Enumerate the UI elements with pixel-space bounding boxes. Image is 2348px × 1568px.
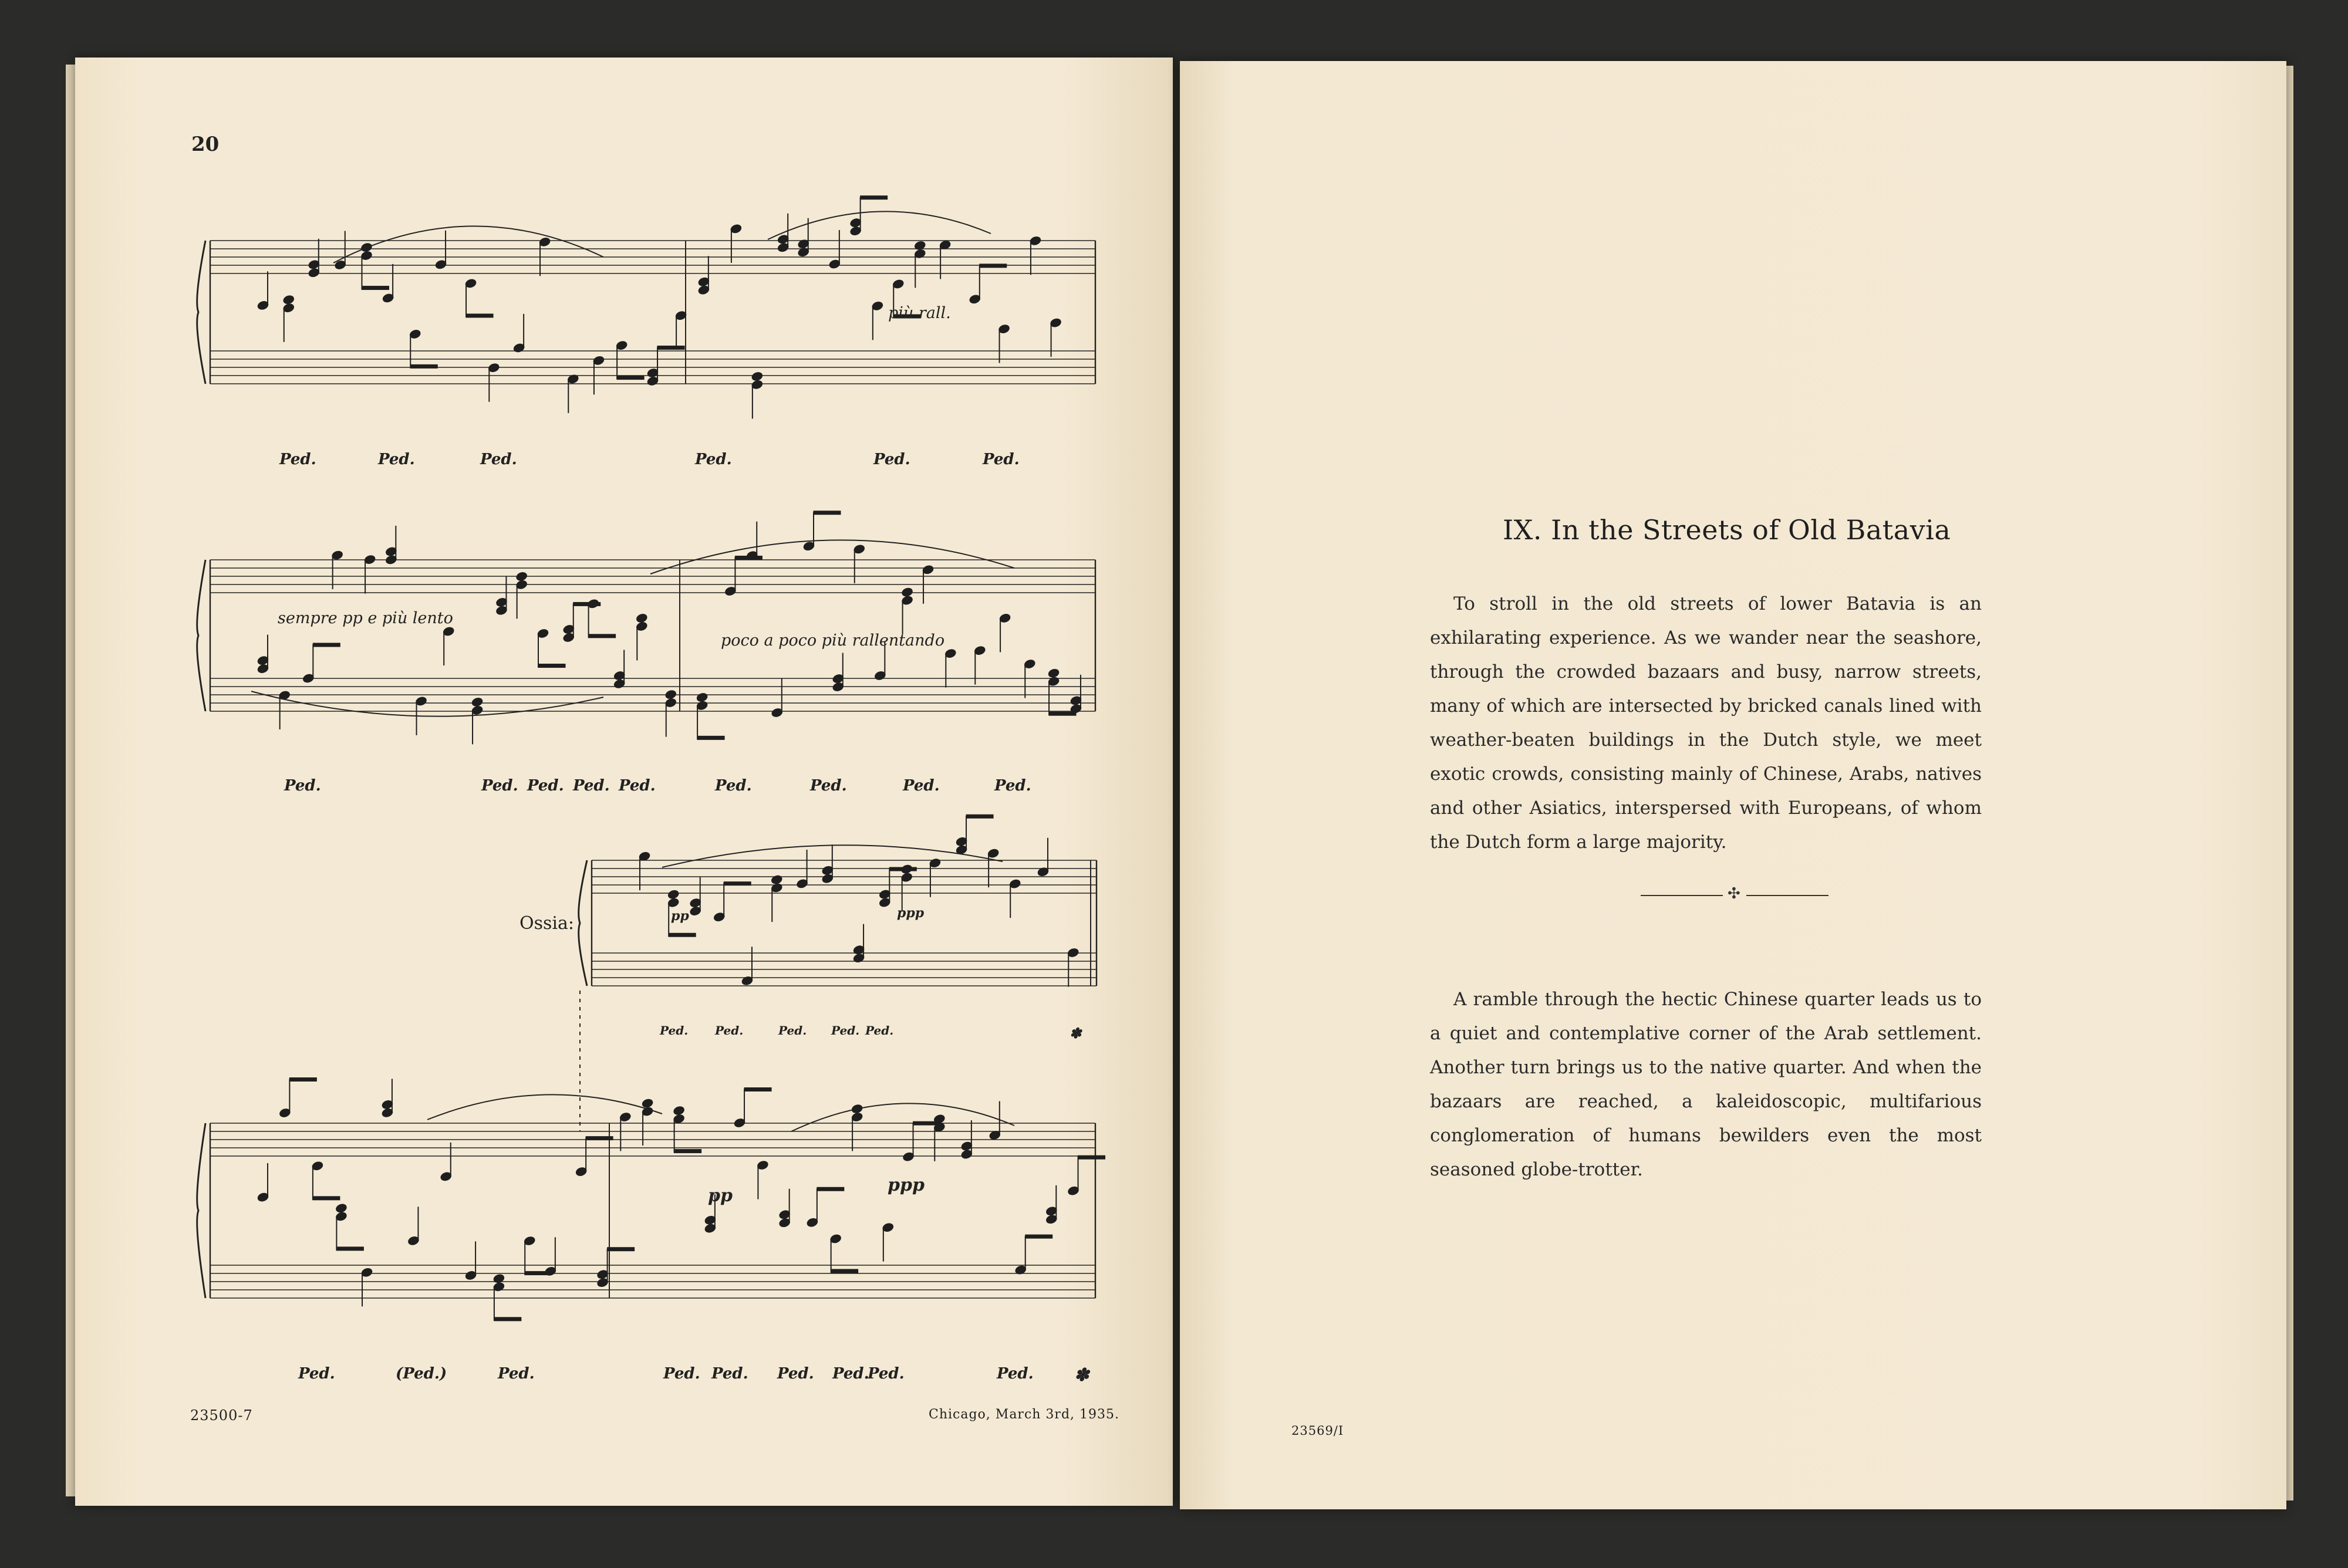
left-page-sheet-music — [75, 58, 1173, 1506]
paragraph-1: To stroll in the old streets of lower Batavia is an exhilarating experience. As we wander near the seashore, through the crowded bazaars and busy, narrow streets, many of which are intersected by bricked canals lined with weather-beaten buildings in the Dutch style, we meet exotic crowds, consisting mainly of Chinese, Arabs, natives and other Asiatics, interspersed with Europeans, of whom the Dutch form a large majority. — [1430, 593, 1982, 853]
dynamic-ppp-ossia: ppp — [897, 905, 925, 921]
pedal-mark: Ped. — [810, 777, 847, 795]
pedal-mark: Ped. — [868, 1365, 905, 1383]
chapter-title: IX. In the Streets of Old Batavia — [1503, 514, 1951, 546]
pedal-release-mark: ✽ — [1070, 1025, 1082, 1042]
ossia-label: Ossia: — [519, 913, 574, 934]
pedal-mark: Ped. — [715, 1023, 744, 1038]
pedal-mark: Ped. — [284, 777, 321, 795]
paragraph-2: A ramble through the hectic Chinese quarter leads us to a quiet and contemplative corner of the Arab settlement. Another turn brings us to the native quarter. And when the bazaars are reached, a kaleidoscopic, multifarious conglomeration of humans bewilders even the most seasoned globe-trotter. — [1430, 989, 1982, 1180]
pedal-mark: Ped. — [498, 1365, 535, 1383]
right-page-text — [1180, 61, 2286, 1509]
expression-poco-a-poco: poco a poco più rallentando — [721, 631, 945, 650]
pedal-mark: Ped. — [660, 1023, 689, 1038]
pedal-mark: Ped. — [873, 451, 910, 468]
pedal-mark-parenthesized: (Ped.) — [396, 1365, 447, 1383]
plate-number: 23569/I — [1291, 1424, 1344, 1438]
pedal-mark: Ped. — [481, 777, 518, 795]
pedal-release-mark: ✽ — [1074, 1365, 1089, 1385]
pedal-mark: Ped. — [298, 1365, 335, 1383]
expression-piu-rall: più rall. — [888, 304, 951, 322]
pedal-mark: Ped. — [832, 1365, 869, 1383]
pedal-mark: Ped. — [573, 777, 610, 795]
pedal-mark: Ped. — [663, 1365, 700, 1383]
divider-ornament: ✣ — [1728, 885, 1740, 903]
pedal-mark: Ped. — [619, 777, 656, 795]
dynamic-pp: pp — [708, 1185, 733, 1206]
right-page-edge — [2285, 66, 2293, 1501]
pedal-mark: Ped. — [715, 777, 752, 795]
pedal-mark: Ped. — [711, 1365, 748, 1383]
section-divider — [1641, 885, 1829, 903]
dynamic-pp-ossia: pp — [671, 908, 689, 924]
date-line: Chicago, March 3rd, 1935. — [929, 1407, 1119, 1422]
pedal-mark: Ped. — [777, 1365, 814, 1383]
pedal-mark: Ped. — [997, 1365, 1034, 1383]
plate-number: 23500-7 — [190, 1407, 253, 1424]
pedal-mark: Ped. — [695, 451, 732, 468]
page-number: 20 — [191, 133, 220, 156]
pedal-mark: Ped. — [378, 451, 415, 468]
dynamic-ppp: ppp — [888, 1175, 925, 1195]
pedal-mark: Ped. — [983, 451, 1020, 468]
pedal-mark: Ped. — [831, 1023, 860, 1038]
pedal-mark: Ped. — [279, 451, 316, 468]
pedal-mark: Ped. — [778, 1023, 807, 1038]
pedal-mark: Ped. — [903, 777, 940, 795]
expression-sempre-pp: sempre pp e più lento — [278, 609, 453, 627]
pedal-mark: Ped. — [865, 1023, 894, 1038]
pedal-mark: Ped. — [527, 777, 564, 795]
pedal-mark: Ped. — [994, 777, 1031, 795]
pedal-mark: Ped. — [480, 451, 517, 468]
